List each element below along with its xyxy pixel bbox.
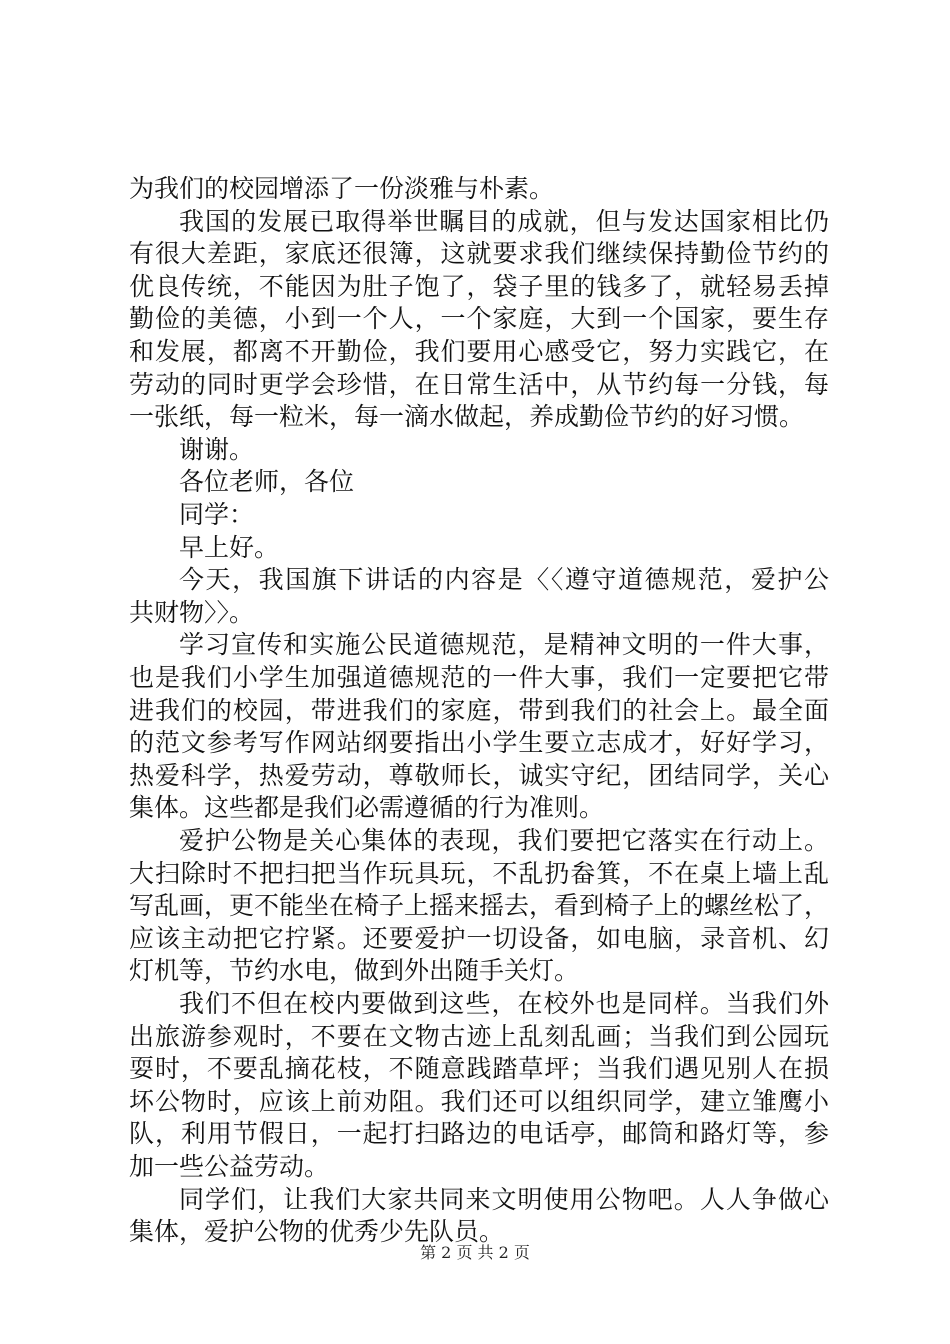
text-line: 有很大差距，家底还很簿，这就要求我们继续保持勤俭节约的 xyxy=(129,239,829,269)
text-line: 灯机等，节约水电，做到外出随手关灯。 xyxy=(129,956,580,986)
text-line: 优良传统，不能因为肚子饱了，袋子里的钱多了，就轻易丢掉 xyxy=(129,271,829,301)
text-line: 集体，爱护公物的优秀少先队员。 xyxy=(129,1217,505,1247)
text-line: 学习宣传和实施公民道德规范，是精神文明的一件大事， xyxy=(179,630,829,660)
text-line: 也是我们小学生加强道德规范的一件大事，我们一定要把它带 xyxy=(129,663,829,692)
page-footer: 第 2 页 共 2 页 xyxy=(420,1243,530,1262)
text-line: 的范文参考写作网站纲要指出小学生要立志成才，好好学习， xyxy=(129,728,829,758)
text-line: 加一些公益劳动。 xyxy=(129,1152,330,1181)
text-line: 应该主动把它拧紧。还要爱护一切设备，如电脑，录音机、幻 xyxy=(129,923,829,953)
text-line: 写乱画，更不能坐在椅子上摇来摇去，看到椅子上的螺丝松了， xyxy=(129,891,830,921)
text-line: 早上好。 xyxy=(179,532,280,562)
text-line: 出旅游参观时，不要在文物古迹上乱刻乱画；当我们到公园玩 xyxy=(129,1021,829,1051)
text-line: 同学们，让我们大家共同来文明使用公物吧。人人争做心 xyxy=(179,1184,829,1214)
text-line: 进我们的校园，带进我们的家庭，带到我们的社会上。最全面 xyxy=(129,695,829,725)
text-line: 勤俭的美德，小到一个人，一个家庭，大到一个国家，要生存 xyxy=(129,304,829,334)
text-line: 今天，我国旗下讲话的内容是〈〈遵守道德规范，爱护公 xyxy=(179,565,829,595)
text-line: 劳动的同时更学会珍惜，在日常生活中，从节约每一分钱，每 xyxy=(129,369,829,399)
text-line: 我国的发展已取得举世瞩目的成就，但与发达国家相比仍 xyxy=(179,206,829,236)
text-line: 和发展，都离不开勤俭，我们要用心感受它，努力实践它，在 xyxy=(129,337,829,366)
text-line: 队，利用节假日，一起打扫路边的电话亭，邮筒和路灯等，参 xyxy=(129,1119,829,1149)
text-line: 一张纸，每一粒米，每一滴水做起，养成勤俭节约的好习惯。 xyxy=(129,402,805,432)
text-line: 各位老师，各位 xyxy=(179,467,355,497)
text-line: 集体。这些都是我们必需遵循的行为准则。 xyxy=(129,793,605,823)
text-line: 我们不但在校内要做到这些，在校外也是同样。当我们外 xyxy=(179,989,829,1018)
text-line: 同学： xyxy=(179,500,255,529)
text-line: 共财物〉〉。 xyxy=(129,597,255,627)
text-line: 为我们的校园增添了一份淡雅与朴素。 xyxy=(129,174,555,203)
text-line: 耍时，不要乱摘花枝，不随意践踏草坪；当我们遇见别人在损 xyxy=(129,1054,829,1084)
text-line: 坏公物时，应该上前劝阻。我们还可以组织同学，建立雏鹰小 xyxy=(129,1086,829,1116)
text-line: 谢谢。 xyxy=(179,434,255,464)
text-line: 大扫除时不把扫把当作玩具玩，不乱扔畚箕，不在桌上墙上乱 xyxy=(129,858,829,888)
text-line: 爱护公物是关心集体的表现，我们要把它落实在行动上。 xyxy=(179,826,829,855)
text-line: 热爱科学，热爱劳动，尊敬师长，诚实守纪，团结同学，关心 xyxy=(129,760,829,790)
